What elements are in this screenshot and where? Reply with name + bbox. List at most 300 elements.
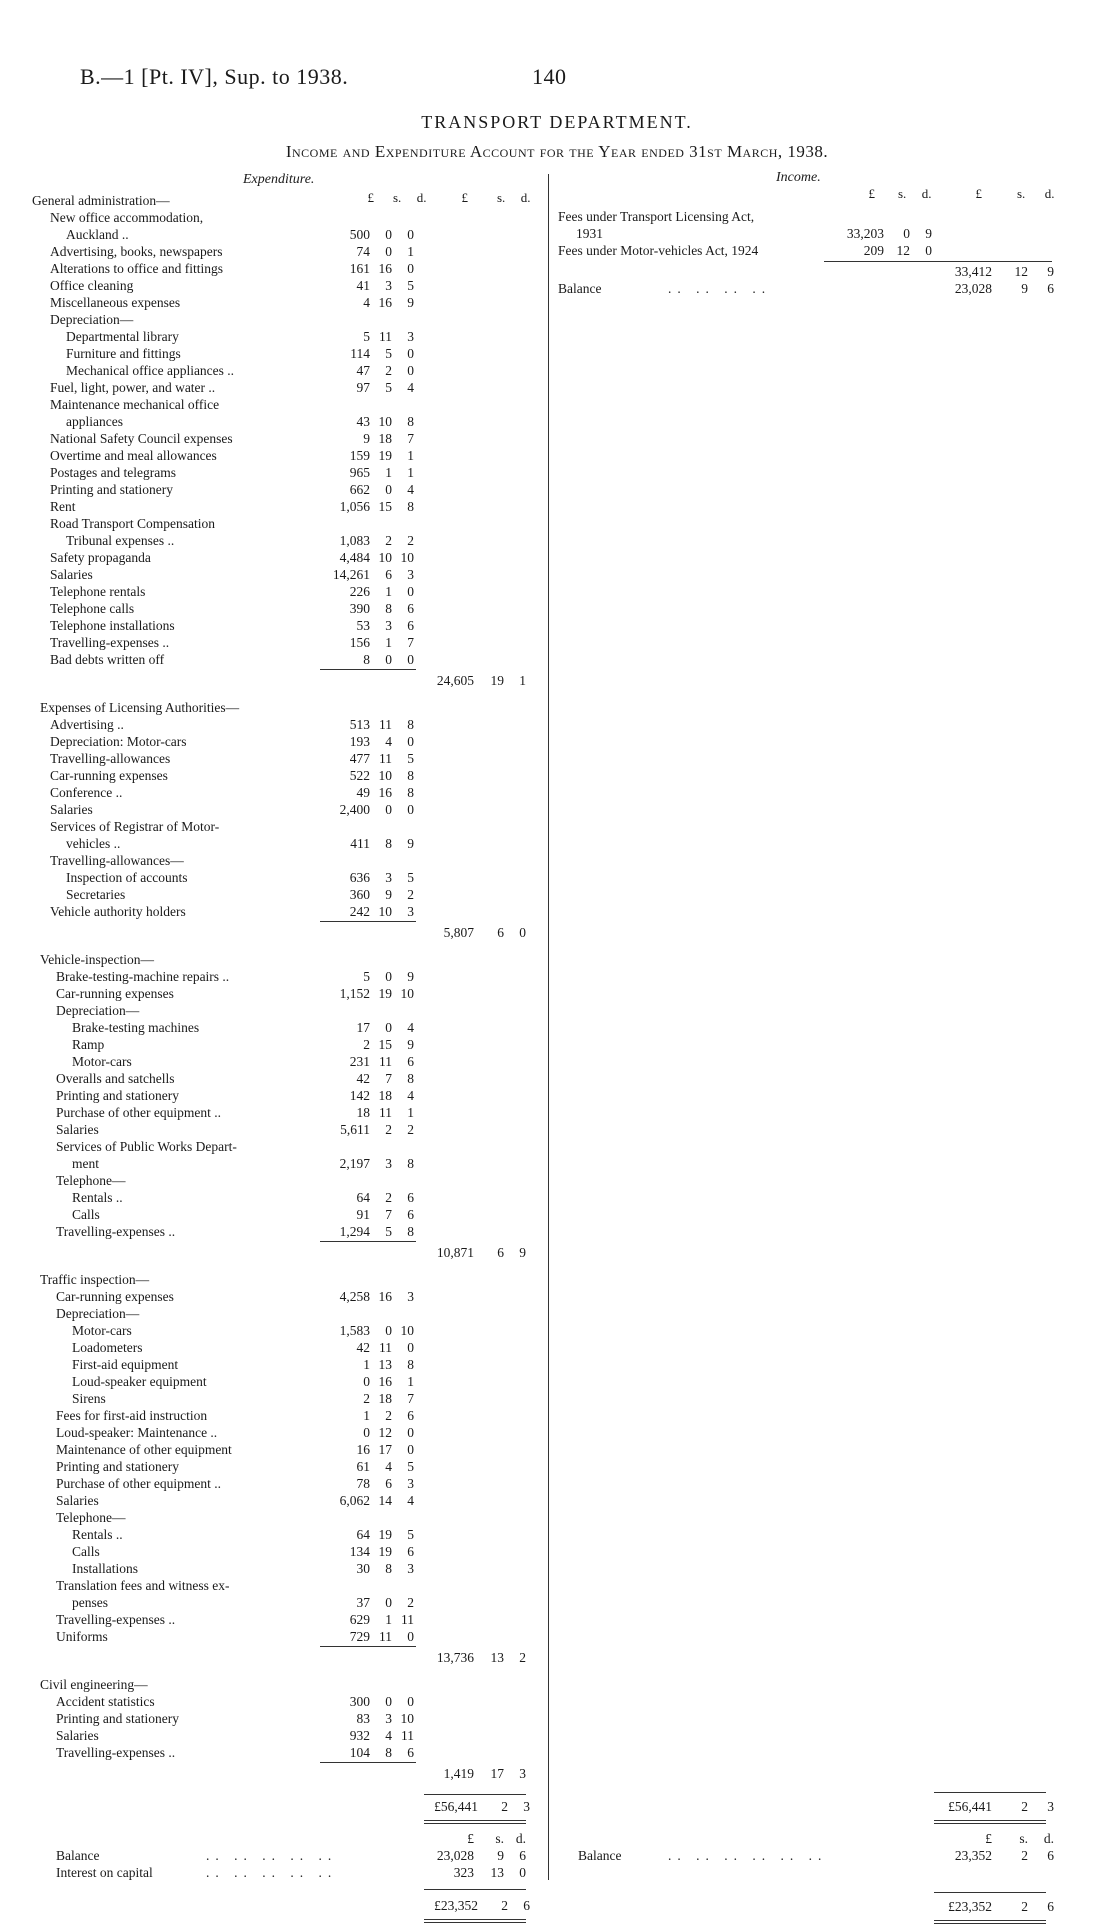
amount-shillings: 2 bbox=[501, 1898, 508, 1913]
amount-pounds: 477 bbox=[349, 751, 370, 766]
amount-shillings: 19 bbox=[490, 673, 504, 688]
amount-shillings: 5 bbox=[385, 346, 392, 361]
amount-pounds: 78 bbox=[356, 1476, 370, 1491]
income-inner-units bbox=[835, 186, 932, 202]
expense-label: Printing and stationery bbox=[56, 1711, 179, 1726]
amount-shillings: 11 bbox=[379, 1340, 392, 1355]
amount-pence: 5 bbox=[407, 1459, 414, 1474]
amount-shillings: 0 bbox=[385, 1694, 392, 1709]
amount-pounds: 5 bbox=[363, 329, 370, 344]
amount-pence: 6 bbox=[407, 1054, 414, 1069]
expense-line bbox=[36, 617, 548, 634]
amount-shillings: 4 bbox=[385, 1728, 392, 1743]
expense-amount bbox=[316, 1611, 414, 1628]
expense-label: Services of Public Works Depart- bbox=[56, 1139, 237, 1154]
amount-pounds: 97 bbox=[356, 380, 370, 395]
income-table bbox=[558, 208, 1078, 297]
expense-label: Departmental library bbox=[66, 329, 179, 344]
income-amount bbox=[826, 225, 932, 242]
expense-line bbox=[36, 379, 548, 396]
amount-pounds: 61 bbox=[356, 1459, 370, 1474]
expense-line bbox=[36, 1087, 548, 1104]
amount-pence: 5 bbox=[407, 870, 414, 885]
expense-label: Ramp bbox=[72, 1037, 105, 1052]
amount-pounds: 2 bbox=[363, 1391, 370, 1406]
expense-line bbox=[36, 1305, 548, 1322]
expense-label: Telephone rentals bbox=[50, 584, 146, 599]
amount-pence: 2 bbox=[407, 533, 414, 548]
amount-shillings: 2 bbox=[501, 1799, 508, 1814]
expense-label: Safety propaganda bbox=[50, 550, 151, 565]
expense-line bbox=[36, 1356, 548, 1373]
expense-label: Maintenance mechanical office bbox=[50, 397, 220, 412]
amount-shillings: 0 bbox=[385, 244, 392, 259]
expense-line bbox=[36, 1744, 548, 1761]
amount-shillings: 5 bbox=[385, 1224, 392, 1239]
expense-label: Services of Registrar of Motor- bbox=[50, 819, 220, 834]
amount-pence: 3 bbox=[407, 1476, 414, 1491]
amount-pounds: £23,352 bbox=[948, 1899, 992, 1914]
expense-line bbox=[36, 345, 548, 362]
amount-shillings: 8 bbox=[385, 836, 392, 851]
expense-amount bbox=[316, 1288, 414, 1305]
expense-amount bbox=[316, 1087, 414, 1104]
leader-dots: .. .. .. .. .. bbox=[206, 1865, 338, 1880]
amount-pence: 3 bbox=[519, 1766, 526, 1781]
income-heading: Income. bbox=[776, 170, 821, 185]
subtotal-rule bbox=[320, 1762, 416, 1763]
expense-amount bbox=[316, 413, 414, 430]
amount-shillings: 10 bbox=[378, 904, 392, 919]
amount-pence: 6 bbox=[1047, 1899, 1054, 1914]
amount-shillings: 0 bbox=[385, 482, 392, 497]
expense-amount bbox=[316, 784, 414, 801]
amount-pence: 10 bbox=[400, 1711, 414, 1726]
amount-pounds: 2 bbox=[363, 1037, 370, 1052]
amount-pence: 0 bbox=[407, 363, 414, 378]
expense-amount bbox=[316, 1053, 414, 1070]
amount-pounds: 17 bbox=[356, 1020, 370, 1035]
expense-line bbox=[36, 1288, 548, 1305]
amount-pence: 3 bbox=[407, 1289, 414, 1304]
section-total bbox=[36, 1649, 548, 1666]
unit-pence: d. bbox=[520, 190, 531, 205]
expense-label: Inspection of accounts bbox=[66, 870, 188, 885]
expense-amount bbox=[316, 968, 414, 985]
income-subtotal-row bbox=[558, 263, 1078, 280]
expense-label: Printing and stationery bbox=[50, 482, 173, 497]
expense-amount bbox=[316, 600, 414, 617]
amount-shillings: 16 bbox=[378, 785, 392, 800]
section-heading bbox=[32, 192, 548, 209]
expense-amount bbox=[316, 1155, 414, 1172]
section-heading bbox=[36, 951, 548, 968]
appropriation-line bbox=[36, 1847, 548, 1864]
expense-line bbox=[36, 968, 548, 985]
income-grand-total-rule-top bbox=[934, 1792, 1046, 1793]
amount-pence: 6 bbox=[407, 1745, 414, 1760]
section-total bbox=[36, 924, 548, 941]
expense-line bbox=[36, 464, 548, 481]
amount-pence: 4 bbox=[407, 482, 414, 497]
amount-pounds: 37 bbox=[356, 1595, 370, 1610]
amount-pence: 5 bbox=[407, 1527, 414, 1542]
expense-label: Rentals .. bbox=[72, 1527, 123, 1542]
amount-pounds: 662 bbox=[349, 482, 370, 497]
amount-pounds: 114 bbox=[350, 346, 370, 361]
amount-pounds: 4,258 bbox=[339, 1289, 370, 1304]
expense-amount bbox=[316, 1356, 414, 1373]
income-label: Fees under Motor-vehicles Act, 1924 bbox=[558, 243, 759, 258]
amount-shillings: 18 bbox=[378, 1391, 392, 1406]
expense-amount bbox=[316, 566, 414, 583]
amount-pence: 3 bbox=[523, 1799, 530, 1814]
column-divider bbox=[548, 174, 549, 1880]
expense-label: Loud-speaker: Maintenance .. bbox=[56, 1425, 218, 1440]
amount-pounds: 8 bbox=[363, 652, 370, 667]
expense-label: Calls bbox=[72, 1544, 100, 1559]
amount-shillings: 7 bbox=[385, 1071, 392, 1086]
amount-shillings: 5 bbox=[385, 380, 392, 395]
expense-line bbox=[36, 1070, 548, 1087]
amount-pence: 3 bbox=[1047, 1799, 1054, 1814]
expense-line bbox=[36, 1390, 548, 1407]
expense-line bbox=[36, 260, 548, 277]
expense-line bbox=[36, 209, 548, 226]
expense-line bbox=[36, 1019, 548, 1036]
subtotal-rule bbox=[320, 921, 416, 922]
amount-pounds: 13,736 bbox=[436, 1650, 474, 1665]
expense-line bbox=[36, 226, 548, 243]
expense-line bbox=[36, 430, 548, 447]
amount-pence: 9 bbox=[519, 1245, 526, 1260]
amount-shillings: 19 bbox=[378, 1527, 392, 1542]
expense-line bbox=[36, 243, 548, 260]
amount-shillings: 0 bbox=[385, 227, 392, 242]
amount-pence: 3 bbox=[407, 329, 414, 344]
amount-pounds: 161 bbox=[349, 261, 370, 276]
amount-pounds: £23,352 bbox=[434, 1898, 478, 1913]
amount-pence: 6 bbox=[407, 1190, 414, 1205]
expense-label: Telephone calls bbox=[50, 601, 135, 616]
amount-pounds: 156 bbox=[349, 635, 370, 650]
amount-pence: 0 bbox=[925, 243, 932, 258]
amount-pounds: 4,484 bbox=[339, 550, 370, 565]
income-grand-total-rule bbox=[934, 1823, 1046, 1824]
amount-shillings: 6 bbox=[497, 1245, 504, 1260]
unit-shillings: s. bbox=[1019, 1831, 1028, 1846]
expense-label: Depreciation— bbox=[50, 312, 134, 327]
expense-line bbox=[36, 1509, 548, 1526]
expense-amount bbox=[316, 1223, 414, 1240]
amount-shillings: 9 bbox=[1021, 281, 1028, 296]
amount-pounds: 2,197 bbox=[339, 1156, 370, 1171]
income-appropriation bbox=[558, 1830, 1078, 1918]
amount-shillings: 0 bbox=[385, 1323, 392, 1338]
unit-shillings: s. bbox=[897, 186, 907, 201]
appropriation-amount bbox=[420, 1847, 526, 1864]
expense-label: Advertising, books, newspapers bbox=[50, 244, 223, 259]
expense-amount bbox=[316, 583, 414, 600]
amount-pounds: 64 bbox=[356, 1527, 370, 1542]
expense-label: Mechanical office appliances .. bbox=[66, 363, 235, 378]
amount-pence: 7 bbox=[407, 1391, 414, 1406]
amount-shillings: 12 bbox=[378, 1425, 392, 1440]
section-heading bbox=[36, 699, 548, 716]
unit-pence: d. bbox=[921, 186, 932, 201]
expense-line bbox=[36, 1155, 548, 1172]
appropriation-units bbox=[36, 1830, 548, 1847]
amount-pence: 11 bbox=[401, 1728, 414, 1743]
expense-amount bbox=[316, 1594, 414, 1611]
amount-shillings: 18 bbox=[378, 431, 392, 446]
amount-pence: 9 bbox=[407, 295, 414, 310]
amount-pounds: 49 bbox=[356, 785, 370, 800]
expense-line bbox=[36, 651, 548, 668]
amount-pence: 6 bbox=[1047, 1848, 1054, 1863]
income-subtotal-rule bbox=[824, 261, 1052, 262]
amount-shillings: 3 bbox=[385, 1711, 392, 1726]
unit-pounds: £ bbox=[467, 1831, 474, 1846]
amount-pounds: 242 bbox=[349, 904, 370, 919]
amount-pence: 0 bbox=[407, 261, 414, 276]
amount-pence: 1 bbox=[407, 244, 414, 259]
section-title: Expenses of Licensing Authorities— bbox=[40, 700, 240, 715]
expense-label: Miscellaneous expenses bbox=[50, 295, 181, 310]
section-title: General administration— bbox=[32, 193, 170, 208]
amount-shillings: 8 bbox=[385, 601, 392, 616]
amount-pence: 1 bbox=[407, 465, 414, 480]
amount-shillings: 0 bbox=[385, 1020, 392, 1035]
income-line bbox=[558, 225, 1078, 242]
amount-pence: 2 bbox=[519, 1650, 526, 1665]
amount-pence: 0 bbox=[407, 1442, 414, 1457]
expense-line bbox=[36, 328, 548, 345]
income-balance-row bbox=[558, 280, 1078, 297]
expense-line bbox=[36, 869, 548, 886]
amount-pounds: 47 bbox=[356, 363, 370, 378]
appropriation-total-amount bbox=[928, 1896, 1054, 1918]
expense-amount bbox=[316, 532, 414, 549]
expense-line bbox=[36, 1407, 548, 1424]
expense-label: Rentals .. bbox=[72, 1190, 123, 1205]
expense-label: Depreciation— bbox=[56, 1306, 140, 1321]
amount-pence: 0 bbox=[407, 1694, 414, 1709]
expense-label: vehicles .. bbox=[66, 836, 121, 851]
expense-line bbox=[36, 835, 548, 852]
expense-label: Road Transport Compensation bbox=[50, 516, 216, 531]
amount-pounds: 1,056 bbox=[339, 499, 370, 514]
amount-shillings: 11 bbox=[379, 1054, 392, 1069]
amount-pence: 6 bbox=[1047, 281, 1054, 296]
amount-pence: 1 bbox=[407, 448, 414, 463]
amount-shillings: 2 bbox=[385, 1408, 392, 1423]
expense-line bbox=[36, 1002, 548, 1019]
expense-label: Fees for first-aid instruction bbox=[56, 1408, 208, 1423]
amount-pence: 0 bbox=[519, 1865, 526, 1880]
amount-pence: 9 bbox=[925, 226, 932, 241]
amount-shillings: 16 bbox=[378, 295, 392, 310]
amount-pounds: 42 bbox=[356, 1340, 370, 1355]
amount-shillings: 2 bbox=[1021, 1899, 1028, 1914]
income-outer-units bbox=[942, 186, 1055, 202]
amount-pounds: 9 bbox=[363, 431, 370, 446]
section-total bbox=[36, 672, 548, 689]
amount-shillings: 0 bbox=[903, 226, 910, 241]
expense-line bbox=[36, 1611, 548, 1628]
amount-shillings: 10 bbox=[378, 768, 392, 783]
amount-pounds: 10,871 bbox=[436, 1245, 474, 1260]
amount-pounds: 729 bbox=[349, 1629, 370, 1644]
expense-line bbox=[36, 1458, 548, 1475]
income-appropriation-rule-top bbox=[934, 1892, 1046, 1893]
expense-amount bbox=[316, 481, 414, 498]
amount-pounds: 1,583 bbox=[339, 1323, 370, 1338]
expense-label: Printing and stationery bbox=[56, 1459, 179, 1474]
amount-pence: 0 bbox=[407, 802, 414, 817]
section-heading bbox=[36, 1676, 548, 1693]
expense-amount bbox=[316, 903, 414, 920]
amount-pounds: 226 bbox=[349, 584, 370, 599]
amount-shillings: 2 bbox=[1021, 1799, 1028, 1814]
expense-amount bbox=[316, 1628, 414, 1645]
amount-pence: 6 bbox=[407, 601, 414, 616]
amount-pence: 0 bbox=[407, 584, 414, 599]
expense-line bbox=[36, 985, 548, 1002]
expense-label: Travelling-allowances— bbox=[50, 853, 184, 868]
amount-pence: 0 bbox=[407, 1425, 414, 1440]
amount-pounds: 522 bbox=[349, 768, 370, 783]
unit-shillings: s. bbox=[496, 190, 506, 205]
expense-amount bbox=[316, 733, 414, 750]
expense-label: Translation fees and witness ex- bbox=[56, 1578, 230, 1593]
expense-amount bbox=[316, 430, 414, 447]
amount-shillings: 12 bbox=[896, 243, 910, 258]
unit-shillings: s. bbox=[1016, 186, 1026, 201]
expense-amount bbox=[316, 617, 414, 634]
grand-total-rule bbox=[424, 1823, 526, 1824]
income-appropriation-total-rule bbox=[934, 1923, 1046, 1924]
expense-amount bbox=[316, 869, 414, 886]
expense-label: Depreciation: Motor-cars bbox=[50, 734, 187, 749]
amount-shillings: 17 bbox=[378, 1442, 392, 1457]
expense-line bbox=[36, 1223, 548, 1240]
amount-pounds: 134 bbox=[349, 1544, 370, 1559]
expense-amount bbox=[316, 345, 414, 362]
appropriation-line bbox=[558, 1847, 1078, 1864]
amount-pounds: 142 bbox=[349, 1088, 370, 1103]
expense-label: Vehicle authority holders bbox=[50, 904, 186, 919]
amount-pence: 6 bbox=[519, 1848, 526, 1863]
amount-pence: 2 bbox=[407, 887, 414, 902]
appropriation-total-rule bbox=[424, 1919, 526, 1920]
expense-label: Motor-cars bbox=[72, 1054, 132, 1069]
expense-line bbox=[36, 852, 548, 869]
amount-pence: 8 bbox=[407, 499, 414, 514]
expense-line bbox=[36, 1710, 548, 1727]
amount-pence: 8 bbox=[407, 717, 414, 732]
expense-line bbox=[36, 1560, 548, 1577]
expense-label: Secretaries bbox=[66, 887, 126, 902]
appropriation-amount bbox=[420, 1864, 526, 1881]
amount-pounds: 91 bbox=[356, 1207, 370, 1222]
expense-label: Salaries bbox=[56, 1728, 99, 1743]
amount-pounds: 965 bbox=[349, 465, 370, 480]
amount-shillings: 7 bbox=[385, 1207, 392, 1222]
expense-line bbox=[36, 396, 548, 413]
expenditure-heading: Expenditure. bbox=[243, 172, 315, 187]
expense-amount bbox=[316, 1560, 414, 1577]
expense-line bbox=[36, 532, 548, 549]
expense-label: Accident statistics bbox=[56, 1694, 155, 1709]
amount-pounds: 23,028 bbox=[954, 281, 992, 296]
amount-pounds: 30 bbox=[356, 1561, 370, 1576]
expense-line bbox=[36, 1475, 548, 1492]
section-total-amount bbox=[420, 1649, 526, 1666]
expense-label: Conference .. bbox=[50, 785, 123, 800]
expense-label: Fuel, light, power, and water .. bbox=[50, 380, 216, 395]
unit-pounds: £ bbox=[975, 186, 982, 201]
amount-pounds: 23,028 bbox=[436, 1848, 474, 1863]
expense-line bbox=[36, 1577, 548, 1594]
amount-pounds: 74 bbox=[356, 244, 370, 259]
amount-pounds: 53 bbox=[356, 618, 370, 633]
unit-shillings: s. bbox=[392, 190, 402, 205]
expense-line bbox=[36, 903, 548, 920]
amount-shillings: 15 bbox=[378, 1037, 392, 1052]
section-total-amount bbox=[420, 1244, 526, 1261]
amount-pounds: 83 bbox=[356, 1711, 370, 1726]
amount-pence: 3 bbox=[407, 567, 414, 582]
amount-pounds: 2,400 bbox=[339, 802, 370, 817]
amount-pounds: 636 bbox=[349, 870, 370, 885]
amount-pence: 1 bbox=[407, 1105, 414, 1120]
appropriation-amount bbox=[938, 1847, 1054, 1864]
expense-label: Purchase of other equipment .. bbox=[56, 1476, 221, 1491]
income-balance-label: Balance bbox=[558, 281, 602, 296]
amount-shillings: 9 bbox=[497, 1848, 504, 1863]
expense-label: Tribunal expenses .. bbox=[66, 533, 175, 548]
section-total-amount bbox=[420, 1765, 526, 1782]
expense-line bbox=[36, 311, 548, 328]
amount-shillings: 15 bbox=[378, 499, 392, 514]
expense-label: Rent bbox=[50, 499, 76, 514]
expense-amount bbox=[316, 464, 414, 481]
expense-amount bbox=[316, 1543, 414, 1560]
amount-pounds: 1 bbox=[363, 1357, 370, 1372]
amount-pounds: 1 bbox=[363, 1408, 370, 1423]
expense-label: Travelling-allowances bbox=[50, 751, 171, 766]
amount-shillings: 0 bbox=[385, 1595, 392, 1610]
amount-pounds: 41 bbox=[356, 278, 370, 293]
expense-label: Overalls and satchells bbox=[56, 1071, 175, 1086]
subtotal-rule bbox=[320, 669, 416, 670]
amount-pounds: 1,294 bbox=[339, 1224, 370, 1239]
amount-shillings: 12 bbox=[1014, 264, 1028, 279]
amount-shillings: 0 bbox=[385, 969, 392, 984]
expense-label: Car-running expenses bbox=[56, 1289, 174, 1304]
expense-label: Printing and stationery bbox=[56, 1088, 179, 1103]
appropriation-rule-top bbox=[424, 1889, 526, 1890]
expense-amount bbox=[316, 243, 414, 260]
amount-pence: 6 bbox=[407, 1408, 414, 1423]
expense-line bbox=[36, 1189, 548, 1206]
expense-line bbox=[36, 1138, 548, 1155]
expense-line bbox=[36, 566, 548, 583]
expense-label: Bad debts written off bbox=[50, 652, 165, 667]
amount-shillings: 11 bbox=[379, 1105, 392, 1120]
expense-line bbox=[36, 750, 548, 767]
